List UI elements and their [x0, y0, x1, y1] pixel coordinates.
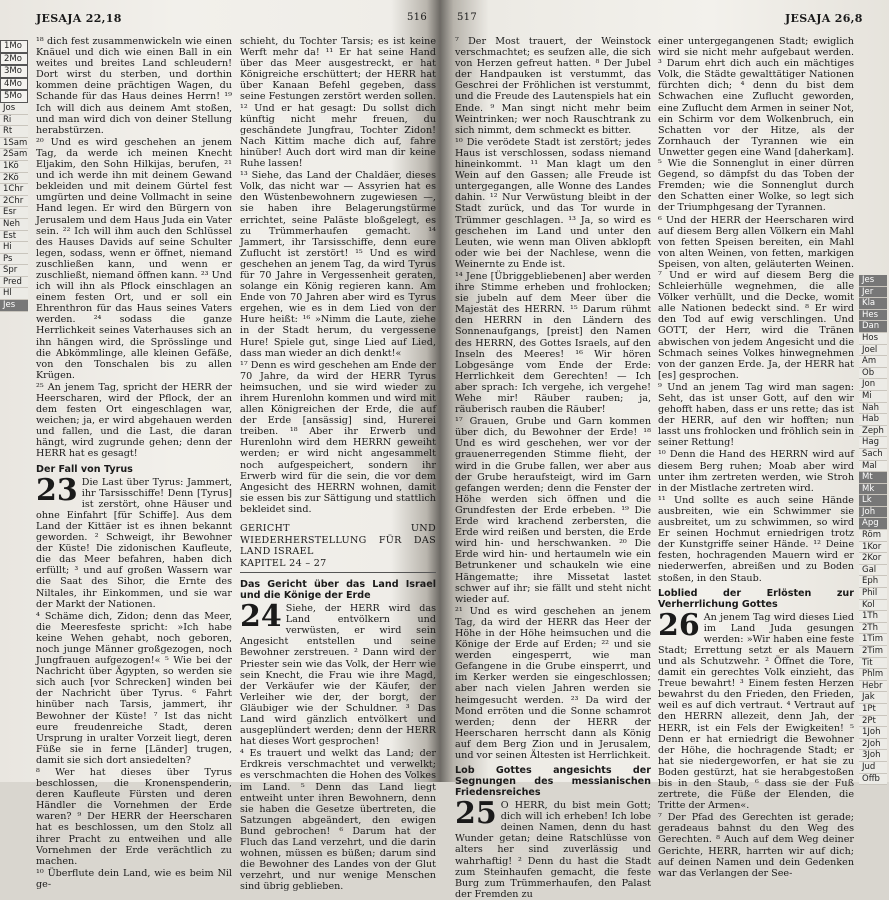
thumb-tab-1kor[interactable]: 1Kor — [859, 542, 887, 554]
thumb-tab-nah[interactable]: Nah — [859, 403, 887, 415]
thumb-tab-zeph[interactable]: Zeph — [859, 426, 887, 438]
thumb-tab-1mo[interactable]: 1Mo — [0, 40, 28, 53]
thumb-tab-2pt[interactable]: 2Pt — [859, 716, 887, 728]
left-header-title: JESAJA 22,18 — [36, 12, 122, 25]
paragraph: ⁴ Es trauert und welkt das Land; der Erdkreis verschmachtet und verwelkt; es verschmachten die Hohen des Volkes im Land. ⁵ Denn das Land liegt entweiht unter ihren Bewohnern, denn sie haben die Gesetze übertreten, die Satzungen abgeändert, den ewigen Bund gebrochen! ⁶ Darum hat der Fluch das Land verzehrt, und die darin wohnen, müssen es büßen; darum sind die Bewohner des Landes von der Glut verzehrt, und nur wenige Menschen sind übrig geblieben. — [240, 748, 436, 893]
paragraph: schieht, du Tochter Tarsis; es ist keine Werft mehr da! ¹¹ Er hat seine Hand über das Meer ausgestreckt, er hat Königreiche erschüttert; der HERR hat über Kanaan Befehl gegeben, dass seine Festungen zerstört werden sollen. ¹² Und er hat gesagt: Du sollst dich künftig nicht mehr freuen, du geschändete Jungfrau, Tochter Zidon! Nach Kittim mache dich auf, fahre hinüber! Auch dort wird man dir keine Ruhe lassen! — [240, 36, 436, 170]
thumb-tab-1th[interactable]: 1Th — [859, 611, 887, 623]
thumb-tab-tit[interactable]: Tit — [859, 658, 887, 670]
chapter-number: 25 — [455, 796, 497, 832]
thumb-tab-rt[interactable]: Rt — [0, 126, 28, 138]
thumb-tab-joh[interactable]: Joh — [859, 507, 887, 519]
paragraph: ²¹ Und es wird geschehen an jenem Tag, da wird der HERR das Heer der Höhe in der Höhe heimsuchen und die Könige der Erde auf Erden; ²² und sie werden eingesperrt, wie man Gefangene in die Grube einsperrt, und im Kerker werden sie eingeschlossen; aber nach vielen Jahren werden sie heimgesucht werden. ²³ Da wird der Mond erröten und die Sonne schamrot werden; denn der HERR der Heerscharen herrscht dann als König auf dem Berg Zion und in Jerusalem, und vor seinen Ältesten ist Herrlichkeit. — [455, 605, 651, 761]
paragraph: ²⁰ Und es wird geschehen an jenem Tag, da werde ich meinen Knecht Eljakim, den Sohn Hilkijas, berufen, ²¹ und ich werde ihn mit deinem Gewand bekleiden und mit deinem Gürtel fest umgürten und deine Vollmacht in seine Hand legen. Er wird den Bürgern von Jerusalem und dem Haus Juda ein Vater sein. ²² Ich will ihm auch den Schlüssel des Hauses Davids auf seine Schulter legen, sodass, wenn er öffnet, niemand zuschließen kann, und wenn er zuschließt, niemand öffnen kann. ²³ Und ich will ihn als Pflock einschlagen an einem festen Ort, und er soll ein Ehrenthron für das Haus seines Vaters werden. ²⁴ sodass die ganze Herrlichkeit seines Vaterhauses sich an ihn hängen wird, die Sprösslinge und die Abkömmlinge, alle kleinen Gefäße, von den Tonschalen bis zu allen Krügen. — [36, 136, 232, 381]
paragraph: ⁶ Und der HERR der Heerscharen wird auf diesem Berg allen Völkern ein Mahl von fetten Speisen bereiten, ein Mahl von alten Weinen, von fetten, markigen Speisen, von alten, geläuterten Weinen. ⁷ Und er wird auf diesem Berg die Schleierhülle wegnehmen, die alle Völker verhüllt, und die Decke, womit alle Nationen bedeckt sind. ⁸ Er wird den Tod auf ewig verschlingen. Und GOTT, der Herr, wird die Tränen abwischen von jedem Angesicht und die Schmach seines Volkes hinwegnehmen von der ganzen Erde. Ja, der HERR hat [es] gesprochen. — [658, 214, 854, 381]
thumb-tab-4mo[interactable]: 4Mo — [0, 78, 28, 91]
paragraph: ⁸ Wer hat dieses über Tyrus beschlossen, die Kronenspenderin, deren Kaufleute Fürsten und deren Händler die Vornehmen der Erde waren? ⁹ Der HERR der Heerscharen hat es beschlossen, um den Stolz all ihrer Pracht zu entweihen und alle Vornehmen der Erde verächtlich zu machen. — [36, 767, 232, 867]
thumb-tab-hebr[interactable]: Hebr — [859, 681, 887, 693]
thumb-tab-hag[interactable]: Hag — [859, 437, 887, 449]
paragraph: ¹⁰ Überflute dein Land, wie es beim Nil ge- — [36, 867, 232, 890]
right-header-title: JESAJA 26,8 — [785, 12, 863, 25]
thumb-tab-2kö[interactable]: 2Kö — [0, 173, 28, 185]
paragraph: ¹⁰ Die verödete Stadt ist zerstört; jedes Haus ist verschlossen, sodass niemand hineinkommt. ¹¹ Man klagt um den Wein auf den Gassen; alle Freude ist untergegangen, alle Wonne des Landes dahin. ¹² Nur Verwüstung bleibt in der Stadt zurück, und das Tor wurde in Trümmer geschlagen. ¹³ Ja, so wird es geschehen im Land und unter den Leuten, wie wenn man Oliven abklopft oder wie bei der Nachlese, wenn die Weinernte zu Ende ist. — [455, 136, 651, 270]
section-heading: Loblied der Erlösten zur Verherrlichung Gottes — [658, 587, 854, 610]
paragraph: Die Last über Tyrus: Jammert, ihr Tarsisschiffe! Denn [Tyrus] ist zerstört, ohne Häuser und ohne Einfahrt [für Schiffe]. Aus dem Land der Kittäer ist es ihnen bekannt geworden. ² Schweigt, ihr Bewohner der Küste! Die zidonischen Kaufleute, die das Meer befahren, haben dich erfüllt; ³ und auf großen Wassern war die Saat des Sihor, die Ernte des Niltales, ihr Einkommen, und sie war der Markt der Nationen. — [36, 476, 232, 610]
thumb-tab-ri[interactable]: Ri — [0, 115, 28, 127]
paragraph: O HERR, du bist mein Gott; dich will ich erheben! Ich lobe deinen Namen, denn du hast Wunder getan; deine Ratschlüsse von alters her sind zuverlässig und wahrhaftig! ² Denn du hast die Stadt zum Steinhaufen gemacht, die feste Burg zum Trümmerhaufen, den Palast der Fremden zu — [455, 800, 651, 900]
thumb-tab-jon[interactable]: Jon — [859, 379, 887, 391]
thumb-tab-kol[interactable]: Kol — [859, 600, 887, 612]
thumb-tab-phil[interactable]: Phil — [859, 588, 887, 600]
thumb-tab-mi[interactable]: Mi — [859, 391, 887, 403]
paragraph: ⁷ Der Most trauert, der Weinstock verschmachtet; es seufzen alle, die sich von Herzen gefreut hatten. ⁸ Der Jubel der Handpauken ist verstummt, das Geschrei der Fröhlichen ist verstummt, und die Freude des Lautenspiels hat ein Ende. ⁹ Man singt nicht mehr beim Weintrinken; wer noch Rauschtrank zu sich nimmt, dem schmeckt es bitter. — [455, 36, 651, 136]
thumb-tab-eph[interactable]: Eph — [859, 576, 887, 588]
thumb-tab-apg[interactable]: Apg — [859, 518, 887, 530]
thumb-tab-jes[interactable]: Jes — [0, 300, 28, 312]
thumb-tab-jak[interactable]: Jak — [859, 692, 887, 704]
section-heading: Das Gericht über das Land Israel und die Könige der Erde — [240, 579, 436, 602]
thumb-tab-3mo[interactable]: 3Mo — [0, 65, 28, 78]
thumb-tab-jer[interactable]: Jer — [859, 287, 887, 299]
paragraph: ¹¹ Und sollte es auch seine Hände ausbreiten, wie ein Schwimmer sie ausbreitet, um zu schwimmen, so wird Er seinen Hochmut erniedrigen trotz der Kunstgriffe seiner Hände. ¹² Deine festen, hochragenden Mauern wird er niederwerfen, abreißen und zu Boden stoßen, in den Staub. — [658, 494, 854, 584]
thumb-tab-jos[interactable]: Jos — [0, 103, 28, 115]
paragraph: ⁷ Der Pfad des Gerechten ist gerade; geradeaus bahnst du den Weg des Gerechten. ⁸ Auch auf dem Weg deiner Gerichte, HERR, harrten wir auf dich; auf deinen Namen und dein Gedenken war das Verlangen der See- — [658, 812, 854, 879]
thumb-tab-1joh[interactable]: 1Joh — [859, 727, 887, 739]
thumb-tab-offb[interactable]: Offb — [859, 774, 887, 786]
thumb-tab-ps[interactable]: Ps — [0, 254, 28, 266]
thumb-tab-mk[interactable]: Mk — [859, 484, 887, 496]
left-thumb-index[interactable] — [0, 40, 28, 312]
thumb-tab-am[interactable]: Am — [859, 356, 887, 368]
left-column-2 — [240, 36, 436, 893]
thumb-tab-lk[interactable]: Lk — [859, 495, 887, 507]
thumb-tab-jud[interactable]: Jud — [859, 762, 887, 774]
thumb-tab-2joh[interactable]: 2Joh — [859, 739, 887, 751]
paragraph: ²⁵ An jenem Tag, spricht der HERR der Heerscharen, wird der Pflock, der an dem festen Ort eingeschlagen war, weichen; ja, er wird abgehauen werden und fallen, und die Last, die daran hängt, wird zugrunde gehen; denn der HERR hat es gesagt! — [36, 381, 232, 460]
section-heading: Der Fall von Tyrus — [36, 463, 133, 475]
chapter-number: 24 — [240, 599, 282, 635]
paragraph: ¹⁷ Grauen, Grube und Garn kommen über dich, du Bewohner der Erde! ¹⁸ Und es wird geschehen, wer vor der grauenerregenden Stimme flieht, der wird in die Grube fallen, wer aber aus der Grube heraufsteigt, wird im Garn gefangen werden; denn die Fenster der Höhe werden sich öffnen und die Grundfesten der Erde erbeben. ¹⁹ Die Erde wird krachend zerbersten, die Erde wird reißen und bersten, die Erde wird hin- und herschwanken. ²⁰ Die Erde wird hin- und hertaumeln wie ein Betrunkener und schaukeln wie eine Hängematte; ihre Missetat lastet schwer auf ihr; sie fällt und steht nicht wieder auf. — [455, 416, 651, 605]
thumb-tab-mal[interactable]: Mal — [859, 461, 887, 473]
thumb-tab-esr[interactable]: Esr — [0, 207, 28, 219]
right-column-1 — [455, 36, 651, 900]
thumb-tab-1kö[interactable]: 1Kö — [0, 161, 28, 173]
thumb-tab-1chr[interactable]: 1Chr — [0, 184, 28, 196]
thumb-tab-ob[interactable]: Ob — [859, 368, 887, 380]
left-page — [0, 0, 444, 893]
right-column-2 — [658, 36, 854, 879]
right-page-number: 517 — [457, 12, 477, 23]
paragraph: ¹⁸ dich fest zusammenwickeln wie einen Knäuel und dich wie einen Ball in ein weites und breites Land schleudern! Dort wirst du sterben, und dorthin kommen deine prächtigen Wagen, du Schande für das Haus deines Herrn! ¹⁹ Ich will dich aus deinem Amt stoßen, und man wird dich von deiner Stellung herabstürzen. — [36, 36, 232, 136]
paragraph: ¹⁴ Jene [Übriggebliebenen] aber werden ihre Stimme erheben und frohlocken; sie jubeln auf dem Meer über die Majestät des HERRN. ¹⁵ Darum rühmt den HERRN in den Ländern des Sonnenaufgangs, [preist] den Namen des HERRN, des Gottes Israels, auf den Inseln des Meeres! ¹⁶ Wir hören Lobgesänge vom Ende der Erde: Herrlichkeit dem Gerechten! — Ich aber sprach: Ich vergehe, ich vergehe! Wehe mir! Räuber rauben; ja, räuberisch rauben die Räuber! — [455, 270, 651, 416]
thumb-tab-est[interactable]: Est — [0, 231, 28, 243]
overview-range: KAPITEL 24 – 27 — [240, 557, 327, 569]
thumb-tab-röm[interactable]: Röm — [859, 530, 887, 542]
paragraph: An jenem Tag wird dieses Lied im Land Juda gesungen werden: »Wir haben eine feste Stadt; Errettung setzt er als Mauern und als Schutzwehr. ² Öffnet die Tore, damit ein gerechtes Volk einzieht, das Treue bewahrt! ³ Einem festen Herzen bewahrst du den Frieden, den Frieden, weil es auf dich vertraut. ⁴ Vertraut auf den HERRN allezeit, denn Jah, der HERR, ist ein Fels der Ewigkeiten! ⁵ Denn er hat erniedrigt die Bewohner der Höhe, die hochragende Stadt; er hat sie niedergeworfen, er hat sie zu Boden gestürzt, hat sie herabgestoßen bis in den Staub, ⁶ dass sie der Fuß zertrete, die Füße der Elenden, die Tritte der Armen«. — [658, 611, 854, 812]
thumb-tab-2kor[interactable]: 2Kor — [859, 553, 887, 565]
thumb-tab-hes[interactable]: Hes — [859, 310, 887, 322]
thumb-tab-1tim[interactable]: 1Tim — [859, 634, 887, 646]
left-page-number: 516 — [407, 12, 427, 23]
paragraph: Siehe, der HERR wird das Land entvölkern und verwüsten, er wird sein Angesicht entstellen und seine Bewohner zerstreuen. ² Dann wird der Priester sein wie das Volk, der Herr wie sein Knecht, die Frau wie ihre Magd, der Verkäufer wie der Käufer, der Verleiher wie der, der borgt, der Gläubiger wie der Schuldner. ³ Das Land wird gänzlich entvölkert und ausgeplündert werden; denn der HERR hat dieses Wort gesprochen! — [240, 603, 436, 748]
right-thumb-index[interactable] — [859, 275, 887, 785]
paragraph: einer untergegangenen Stadt; ewiglich wird sie nicht mehr aufgebaut werden. ³ Darum ehrt dich auch ein mächtiges Volk, die Städte gewalttätiger Nationen fürchten dich; ⁴ denn du bist dem Schwachen eine Zuflucht geworden, eine Zuflucht dem Armen in seiner Not, ein Schirm vor dem Wolkenbruch, ein Schatten vor der Hitze, als der Zornhauch der Tyrannen wie ein Unwetter gegen eine Wand [daherkam]. ⁵ Wie die Sonnenglut in einer dürren Gegend, so dämpfst du das Toben der Fremden; wie die Sonnenglut durch den Schatten einer Wolke, so legt sich der Triumphgesang der Tyrannen. — [658, 36, 854, 214]
thumb-tab-2sam[interactable]: 2Sam — [0, 149, 28, 161]
thumb-tab-3joh[interactable]: 3Joh — [859, 750, 887, 762]
thumb-tab-hi[interactable]: Hi — [0, 242, 28, 254]
thumb-tab-jes[interactable]: Jes — [859, 275, 887, 287]
overview-title: GERICHT UND WIEDERHERSTELLUNG FÜR DAS LAND ISRAEL — [240, 523, 436, 558]
chapter-number: 26 — [658, 607, 700, 643]
section-heading: Lob Gottes angesichts der Segnungen des messianischen Friedensreiches — [455, 765, 651, 799]
thumb-tab-sach[interactable]: Sach — [859, 449, 887, 461]
thumb-tab-2tim[interactable]: 2Tim — [859, 646, 887, 658]
thumb-tab-1sam[interactable]: 1Sam — [0, 138, 28, 150]
thumb-tab-2th[interactable]: 2Th — [859, 623, 887, 635]
thumb-tab-mt[interactable]: Mt — [859, 472, 887, 484]
thumb-tab-hl[interactable]: Hl — [0, 288, 28, 300]
thumb-tab-5mo[interactable]: 5Mo — [0, 90, 28, 103]
paragraph: ¹³ Siehe, das Land der Chaldäer, dieses Volk, das nicht war — Assyrien hat es den Wüstenbewohnern zugewiesen —, sie haben ihre Belagerungstürme errichtet, seine Paläste bloßgelegt, es zu Trümmerhaufen gemacht. ¹⁴ Jammert, ihr Tarsisschiffe, denn eure Zuflucht ist zerstört! ¹⁵ Und es wird geschehen an jenem Tag, da wird Tyrus für 70 Jahre in Vergessenheit geraten, solange ein König regieren kann. Am Ende von 70 Jahren aber wird es Tyrus ergehen, wie es in dem Lied von der Hure heißt: ¹⁶ »Nimm die Laute, ziehe in der Stadt herum, du vergessene Hure! Spiele gut, singe Lied auf Lied, dass man wieder an dich denkt!« — [240, 170, 436, 359]
thumb-tab-neh[interactable]: Neh — [0, 219, 28, 231]
thumb-tab-hos[interactable]: Hos — [859, 333, 887, 345]
paragraph: ⁹ Und an jenem Tag wird man sagen: Seht, das ist unser Gott, auf den wir gehofft haben, dass er uns rette; das ist der HERR, auf den wir hofften; nun lasst uns frohlocken und fröhlich sein in seiner Rettung! — [658, 381, 854, 449]
chapter-number: 23 — [36, 472, 78, 508]
thumb-tab-spr[interactable]: Spr — [0, 265, 28, 277]
overview-box — [240, 523, 436, 573]
thumb-tab-phlm[interactable]: Phlm — [859, 669, 887, 681]
paragraph: ¹⁰ Denn die Hand des HERRN wird auf diesem Berg ruhen; Moab aber wird unter ihm zertreten werden, wie Stroh in der Mistlache zertreten wird. — [658, 449, 854, 494]
left-column-1 — [36, 36, 232, 890]
thumb-tab-gal[interactable]: Gal — [859, 565, 887, 577]
paragraph: ¹⁷ Denn es wird geschehen am Ende der 70 Jahre, da wird der HERR Tyrus heimsuchen, und sie wird wieder zu ihrem Hurenlohn kommen und wird mit allen Königreichen der Erde, die auf der Erde [ansässig] sind, Hurerei treiben. ¹⁸ Aber ihr Erwerb und Hurenlohn wird dem HERRN geweiht werden; er wird nicht angesammelt noch aufgespeichert, sondern ihr Erwerb wird für die sein, die vor dem Angesicht des HERRN wohnen, damit sie essen bis zur Sättigung und stattlich bekleidet sind. — [240, 359, 436, 515]
paragraph: ⁴ Schäme dich, Zidon; denn das Meer, die Meeresfeste spricht: »Ich habe keine Wehen gehabt, noch geboren, noch junge Männer großgezogen, noch Jungfrauen aufgezogen!« ⁵ Wie bei der Nachricht über Ägypten, so werden sie sich auch [vor Schrecken] winden bei der Nachricht über Tyrus. ⁶ Fahrt hinüber nach Tarsis, jammert, ihr Bewohner der Küste! ⁷ Ist das nicht eure freudenreiche Stadt, deren Ursprung in uralter Vorzeit liegt, deren Füße sie in ferne [Länder] trugen, damit sie sich dort ansiedelten? — [36, 610, 232, 766]
thumb-tab-2mo[interactable]: 2Mo — [0, 53, 28, 66]
thumb-tab-kla[interactable]: Kla — [859, 298, 887, 310]
thumb-tab-hab[interactable]: Hab — [859, 414, 887, 426]
thumb-tab-pred[interactable]: Pred — [0, 277, 28, 289]
thumb-tab-dan[interactable]: Dan — [859, 321, 887, 333]
thumb-tab-1pt[interactable]: 1Pt — [859, 704, 887, 716]
thumb-tab-joel[interactable]: Joel — [859, 345, 887, 357]
thumb-tab-2chr[interactable]: 2Chr — [0, 196, 28, 208]
right-page — [445, 0, 889, 900]
